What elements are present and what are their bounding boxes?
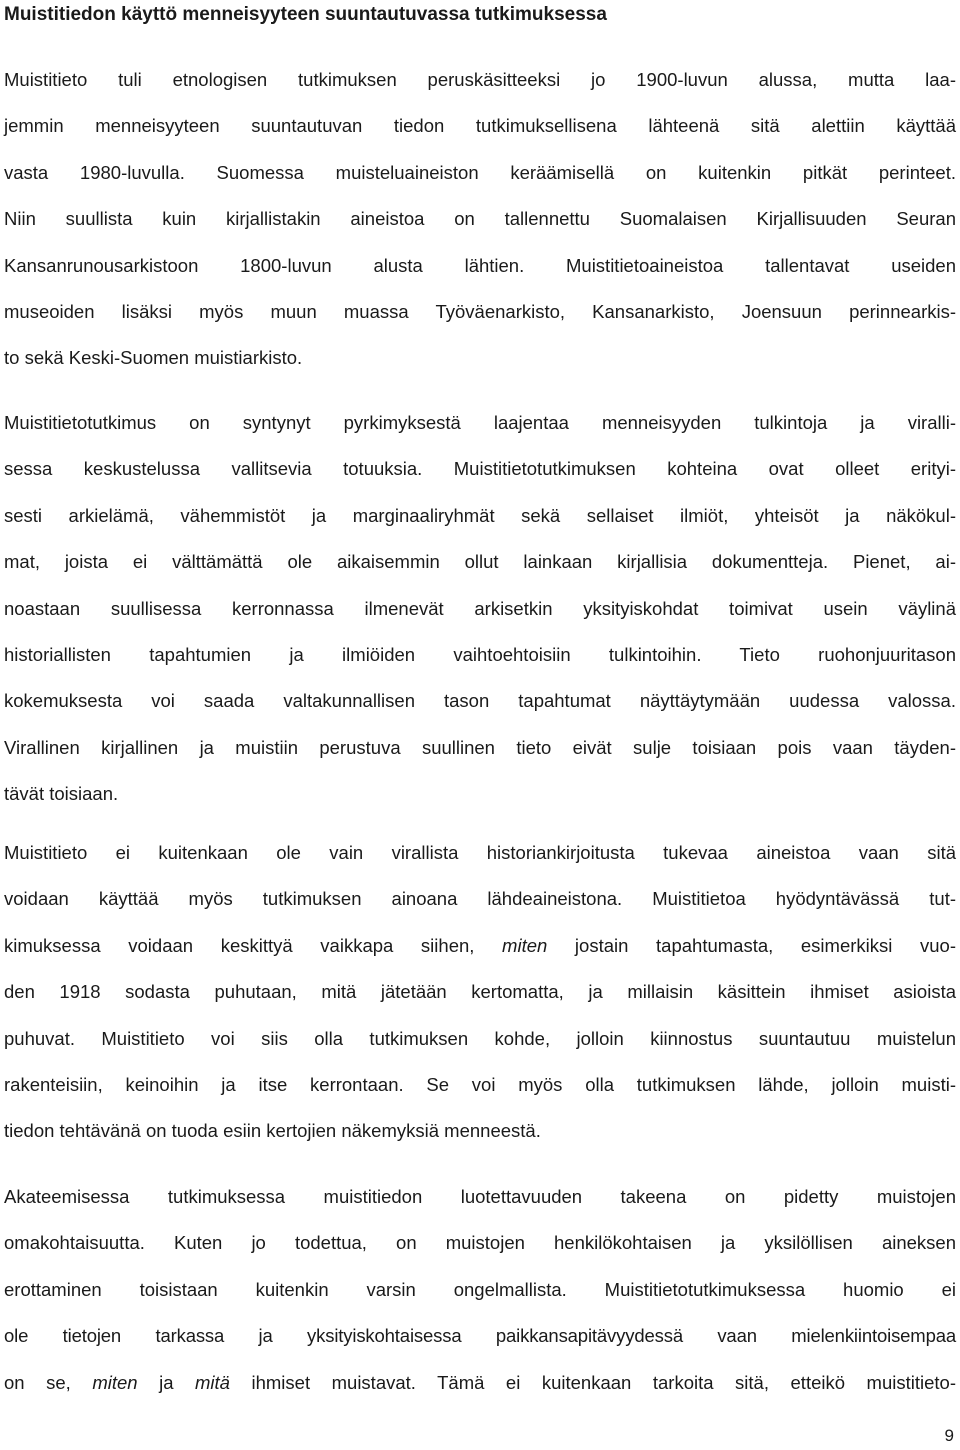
section-heading: Muistitiedon käyttö menneisyyteen suuntautuvassa tutkimuksessa xyxy=(4,4,607,25)
text-line: Muistitietotutkimus on syntynyt pyrkimyksestä laajentaa menneisyyden tulkintoja ja viralli- xyxy=(4,412,956,433)
text-line: den 1918 sodasta puhutaan, mitä jätetään kertomatta, ja millaisin käsittein ihmiset asioista xyxy=(4,981,956,1003)
text-line: ole tietojen tarkassa ja yksityiskohtaisessa paikkansapitävyydessä vaan mielenkiintoisempaa xyxy=(4,1325,956,1347)
text-segment: ja xyxy=(137,1371,196,1393)
text-line: Akateemisessa tutkimuksessa muistitiedon luotettavuuden takeena on pidetty muistojen xyxy=(4,1186,956,1207)
text-segment: on se, xyxy=(4,1371,93,1393)
paragraph-3 xyxy=(4,830,956,1155)
text-line: Virallinen kirjallinen ja muistiin perustuva suullinen tieto eivät sulje toisiaan pois vaan täyden- xyxy=(4,736,956,758)
text-line: historiallisten tapahtumien ja ilmiöiden vaihtoehtoisiin tulkintoihin. Tieto ruohonjuuritason xyxy=(4,643,956,665)
text-line: kokemuksesta voi saada valtakunnallisen tason tapahtumat näyttäytymään uudessa valossa. xyxy=(4,690,956,712)
emphasis-text: miten xyxy=(92,1371,138,1393)
text-line xyxy=(4,923,956,969)
text-line: jemmin menneisyyteen suuntautuvan tiedon tutkimuksellisena lähteenä sitä alettiin käyttää xyxy=(4,115,956,137)
text-line: voidaan käyttää myös tutkimuksen ainoana lähdeaineistona. Muistitietoa hyödyntävässä tut- xyxy=(4,888,956,910)
text-line: erottaminen toisistaan kuitenkin varsin ongelmallista. Muistitietotutkimuksessa huomio ei xyxy=(4,1278,956,1300)
text-line: rakenteisiin, keinoihin ja itse kerrontaan. Se voi myös olla tutkimuksen lähde, jolloin muisti- xyxy=(4,1073,956,1095)
text-line: noastaan suullisessa kerronnassa ilmenevät arkisetkin yksityiskohdat toimivat usein väylinä xyxy=(4,597,956,619)
text-line: tävät toisiaan. xyxy=(4,783,119,805)
text-line: sesti arkielämä, vähemmistöt ja marginaaliryhmät sekä sellaiset ilmiöt, yhteisöt ja näkökul- xyxy=(4,504,956,526)
paragraph-1 xyxy=(4,57,956,382)
text-segment: kimuksessa voidaan keskittyä vaikkapa siihen, xyxy=(4,934,503,956)
text-line: omakohtaisuutta. Kuten jo todettua, on muistojen henkilökohtaisen ja yksilöllisen aineksen xyxy=(4,1232,956,1254)
text-line: mat, joista ei välttämättä ole aikaisemmin ollut lainkaan kirjallisia dokumentteja. Pienet, ai- xyxy=(4,551,956,573)
text-segment: jostain tapahtumasta, esimerkiksi vuo- xyxy=(547,934,956,956)
text-segment: ihmiset muistavat. Tämä ei kuitenkaan tarkoita sitä, etteikö muistitieto- xyxy=(229,1371,956,1393)
emphasis-text: mitä xyxy=(195,1371,230,1393)
text-line: Kansanrunousarkistoon 1800-luvun alusta lähtien. Muistitietoaineistoa tallentavat useiden xyxy=(4,254,956,276)
text-line: tiedon tehtävänä on tuoda esiin kertojien näkemyksiä menneestä. xyxy=(4,1120,541,1142)
paragraph-2 xyxy=(4,400,956,818)
paragraph-4 xyxy=(4,1174,956,1406)
text-line: vasta 1980-luvulla. Suomessa muisteluaineiston keräämisellä on kuitenkin pitkät perinteet. xyxy=(4,161,956,183)
emphasis-text: miten xyxy=(502,934,548,956)
text-line: to sekä Keski-Suomen muistiarkisto. xyxy=(4,347,303,369)
text-line: Muistitieto tuli etnologisen tutkimuksen peruskäsitteeksi jo 1900-luvun alussa, mutta laa- xyxy=(4,69,956,90)
page-number: 9 xyxy=(944,1426,954,1445)
text-line xyxy=(4,1360,956,1406)
text-line: puhuvat. Muistitieto voi siis olla tutkimuksen kohde, jolloin kiinnostus suuntautuu muistelun xyxy=(4,1027,956,1049)
text-line: Muistitieto ei kuitenkaan ole vain virallista historiankirjoitusta tukevaa aineistoa vaan sitä xyxy=(4,842,956,863)
text-line: sessa keskustelussa vallitsevia totuuksia. Muistitietotutkimuksen kohteina ovat olleet erityi- xyxy=(4,458,956,480)
text-line: Niin suullista kuin kirjallistakin aineistoa on tallennettu Suomalaisen Kirjallisuuden Seuran xyxy=(4,208,956,230)
text-line: museoiden lisäksi myös muun muassa Työväenarkisto, Kansanarkisto, Joensuun perinnearkis- xyxy=(4,300,956,322)
